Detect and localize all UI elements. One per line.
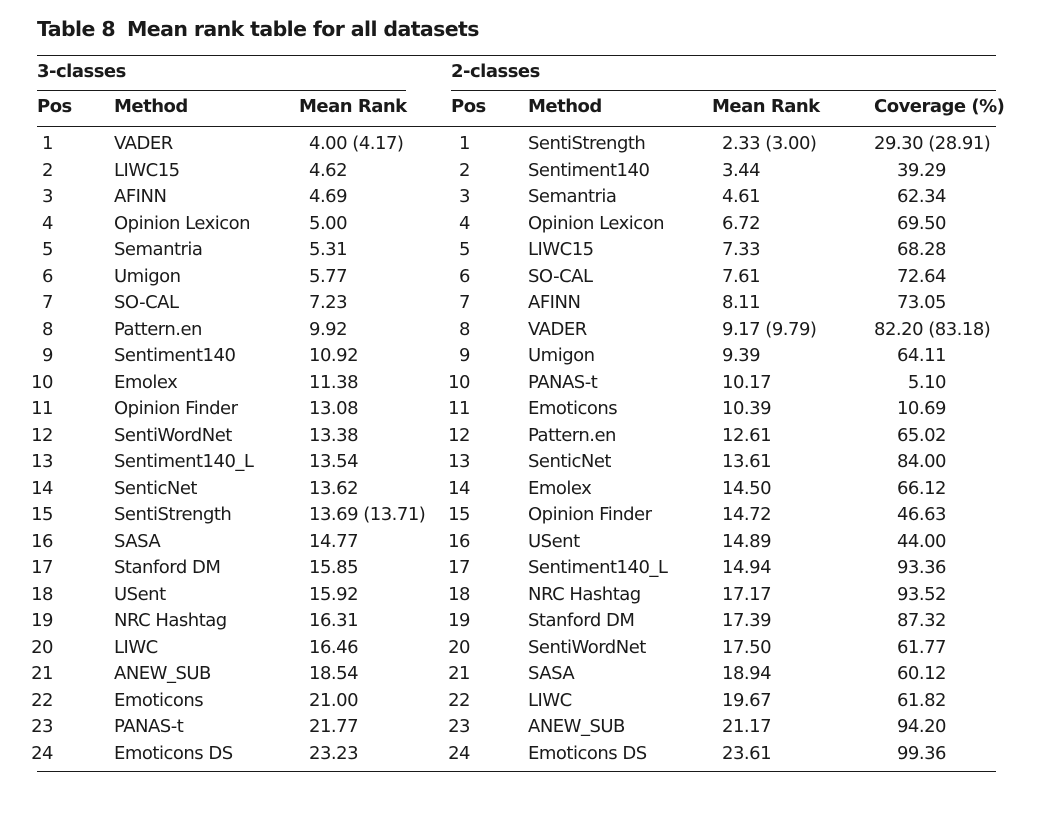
cell-mean-rank-right: 18.94: [722, 663, 772, 684]
cell-mean-rank-right: 10.17: [722, 371, 772, 393]
cell-mean-rank-left: 11.38: [309, 371, 359, 393]
cell-pos-left: 3: [42, 186, 53, 207]
cell-pos-left: 2: [42, 159, 53, 181]
cell-method-left: AFINN: [114, 186, 167, 207]
cell-mean-rank-right: 14.72: [722, 504, 772, 525]
table-row: [0, 688, 1047, 715]
group-rule-left: [37, 90, 406, 91]
cell-mean-rank-left: 13.69 (13.71): [309, 504, 426, 525]
cell-pos-right: 9: [459, 345, 470, 366]
cell-method-right: SenticNet: [528, 451, 611, 472]
cell-method-left: SASA: [114, 530, 161, 552]
table-row: [0, 661, 1047, 688]
cell-mean-rank-left: 23.23: [309, 742, 359, 764]
cell-pos-right: 18: [448, 583, 470, 605]
header-mean-rank-left: Mean Rank: [299, 96, 407, 117]
cell-method-right: Umigon: [528, 345, 595, 366]
cell-coverage: 61.82: [896, 689, 946, 711]
cell-method-left: LIWC: [114, 636, 158, 658]
cell-mean-rank-right: 17.17: [722, 583, 772, 605]
cell-pos-right: 6: [459, 265, 470, 287]
cell-method-right: LIWC: [528, 689, 572, 711]
cell-method-left: SenticNet: [114, 477, 197, 499]
header-coverage: Coverage (%): [874, 96, 1005, 117]
cell-method-right: SentiStrength: [528, 133, 646, 154]
table-row: [0, 290, 1047, 317]
cell-pos-left: 4: [42, 212, 53, 234]
cell-method-right: USent: [528, 530, 580, 552]
table-body: [0, 131, 1047, 767]
table-row: [0, 131, 1047, 158]
cell-pos-left: 12: [31, 424, 53, 446]
cell-pos-right: 4: [459, 212, 470, 234]
cell-mean-rank-right: 7.61: [722, 265, 761, 287]
table-row: [0, 608, 1047, 635]
group-rule-right: [451, 90, 996, 91]
cell-mean-rank-left: 5.31: [309, 239, 348, 260]
cell-pos-left: 15: [31, 504, 53, 525]
cell-pos-left: 17: [31, 557, 53, 578]
cell-pos-left: 8: [42, 318, 53, 340]
cell-pos-left: 1: [42, 133, 53, 154]
cell-pos-left: 14: [31, 477, 53, 499]
cell-mean-rank-right: 2.33 (3.00): [722, 133, 817, 154]
cell-pos-left: 23: [31, 716, 53, 737]
table-row: [0, 449, 1047, 476]
table-title: [37, 17, 479, 41]
header-pos-right: Pos: [451, 96, 486, 117]
cell-pos-right: 13: [448, 451, 470, 472]
cell-pos-left: 13: [31, 451, 53, 472]
cell-method-right: Emolex: [528, 477, 592, 499]
cell-coverage: 39.29: [896, 159, 946, 181]
cell-mean-rank-left: 4.00 (4.17): [309, 133, 404, 154]
cell-pos-right: 1: [459, 133, 470, 154]
header-pos-left: Pos: [37, 96, 72, 117]
cell-method-right: Emoticons DS: [528, 742, 647, 764]
cell-method-right: SASA: [528, 663, 575, 684]
header-rule: [37, 126, 996, 127]
table-row: [0, 317, 1047, 344]
cell-pos-left: 19: [31, 610, 53, 631]
cell-coverage: 5.10: [907, 371, 946, 393]
cell-mean-rank-right: 8.11: [722, 292, 761, 313]
cell-pos-right: 7: [459, 292, 470, 313]
cell-method-left: NRC Hashtag: [114, 610, 227, 631]
cell-mean-rank-right: 4.61: [722, 186, 761, 207]
cell-mean-rank-left: 13.38: [309, 424, 359, 446]
cell-mean-rank-right: 9.17 (9.79): [722, 318, 817, 340]
cell-mean-rank-left: 16.46: [309, 636, 359, 658]
cell-method-right: Opinion Lexicon: [528, 212, 665, 234]
cell-coverage: 93.52: [896, 583, 946, 605]
cell-pos-left: 20: [31, 636, 53, 658]
cell-method-left: Opinion Lexicon: [114, 212, 251, 234]
cell-pos-right: 11: [448, 398, 470, 419]
cell-coverage: 60.12: [896, 663, 946, 684]
cell-mean-rank-right: 9.39: [722, 345, 761, 366]
cell-method-left: Semantria: [114, 239, 203, 260]
cell-coverage: 62.34: [896, 186, 946, 207]
table-label: Table 8: [37, 17, 115, 41]
cell-pos-right: 10: [448, 371, 470, 393]
table-row: [0, 158, 1047, 185]
cell-pos-left: 7: [42, 292, 53, 313]
header-method-left: Method: [114, 96, 188, 117]
cell-mean-rank-right: 10.39: [722, 398, 772, 419]
cell-pos-left: 18: [31, 583, 53, 605]
cell-mean-rank-right: 21.17: [722, 716, 772, 737]
cell-coverage: 10.69: [896, 398, 946, 419]
cell-method-left: Opinion Finder: [114, 398, 238, 419]
cell-pos-left: 11: [31, 398, 53, 419]
cell-pos-right: 24: [448, 742, 470, 764]
cell-mean-rank-right: 13.61: [722, 451, 772, 472]
cell-mean-rank-right: 7.33: [722, 239, 761, 260]
table-row: [0, 714, 1047, 741]
cell-method-right: Semantria: [528, 186, 617, 207]
cell-mean-rank-left: 4.62: [309, 159, 348, 181]
cell-coverage: 29.30 (28.91): [874, 133, 991, 154]
cell-coverage: 66.12: [896, 477, 946, 499]
cell-method-left: USent: [114, 583, 166, 605]
cell-pos-right: 5: [459, 239, 470, 260]
cell-pos-right: 15: [448, 504, 470, 525]
table-row: [0, 741, 1047, 768]
header-method-right: Method: [528, 96, 602, 117]
cell-method-left: Stanford DM: [114, 557, 221, 578]
table-row: [0, 502, 1047, 529]
cell-mean-rank-left: 14.77: [309, 530, 359, 552]
cell-coverage: 87.32: [896, 610, 946, 631]
table-row: [0, 396, 1047, 423]
cell-coverage: 73.05: [896, 292, 946, 313]
table-caption: Mean rank table for all datasets: [126, 17, 479, 41]
cell-pos-left: 16: [31, 530, 53, 552]
cell-mean-rank-left: 7.23: [309, 292, 348, 313]
cell-pos-right: 8: [459, 318, 470, 340]
cell-coverage: 82.20 (83.18): [874, 318, 991, 340]
cell-mean-rank-left: 5.00: [309, 212, 348, 234]
cell-pos-right: 22: [448, 689, 470, 711]
cell-method-right: LIWC15: [528, 239, 594, 260]
cell-mean-rank-left: 15.85: [309, 557, 359, 578]
cell-mean-rank-left: 10.92: [309, 345, 359, 366]
cell-mean-rank-right: 12.61: [722, 424, 772, 446]
cell-method-right: Opinion Finder: [528, 504, 652, 525]
cell-coverage: 64.11: [896, 345, 946, 366]
table-row: [0, 582, 1047, 609]
group-label-2-classes: 2-classes: [451, 61, 540, 82]
cell-method-left: LIWC15: [114, 159, 180, 181]
cell-method-right: AFINN: [528, 292, 581, 313]
cell-method-right: SO-CAL: [528, 265, 593, 287]
cell-method-right: Stanford DM: [528, 610, 635, 631]
cell-method-left: Umigon: [114, 265, 181, 287]
cell-pos-right: 16: [448, 530, 470, 552]
cell-method-left: Emoticons: [114, 689, 204, 711]
cell-method-right: PANAS-t: [528, 371, 598, 393]
cell-coverage: 61.77: [896, 636, 946, 658]
cell-pos-right: 17: [448, 557, 470, 578]
cell-coverage: 99.36: [896, 742, 946, 764]
cell-method-left: ANEW_SUB: [114, 663, 211, 684]
cell-pos-left: 10: [31, 371, 53, 393]
cell-pos-left: 5: [42, 239, 53, 260]
cell-method-right: Emoticons: [528, 398, 618, 419]
cell-coverage: 93.36: [896, 557, 946, 578]
table-row: [0, 370, 1047, 397]
cell-mean-rank-left: 13.62: [309, 477, 359, 499]
cell-method-left: Pattern.en: [114, 318, 202, 340]
cell-mean-rank-right: 14.50: [722, 477, 772, 499]
table-row: [0, 237, 1047, 264]
cell-pos-right: 21: [448, 663, 470, 684]
cell-mean-rank-left: 15.92: [309, 583, 359, 605]
cell-method-left: SO-CAL: [114, 292, 179, 313]
cell-method-right: ANEW_SUB: [528, 716, 625, 737]
cell-method-left: SentiStrength: [114, 504, 232, 525]
cell-method-left: VADER: [114, 133, 173, 154]
cell-pos-right: 19: [448, 610, 470, 631]
cell-pos-right: 23: [448, 716, 470, 737]
cell-method-left: Sentiment140_L: [114, 451, 254, 472]
cell-coverage: 68.28: [896, 239, 946, 260]
table-row: [0, 635, 1047, 662]
cell-method-left: PANAS-t: [114, 716, 184, 737]
cell-mean-rank-right: 23.61: [722, 742, 772, 764]
cell-method-right: SentiWordNet: [528, 636, 646, 658]
cell-pos-left: 21: [31, 663, 53, 684]
cell-mean-rank-left: 13.08: [309, 398, 359, 419]
cell-pos-left: 22: [31, 689, 53, 711]
header-mean-rank-right: Mean Rank: [712, 96, 820, 117]
cell-coverage: 65.02: [896, 424, 946, 446]
cell-pos-right: 12: [448, 424, 470, 446]
cell-pos-right: 14: [448, 477, 470, 499]
top-rule: [37, 55, 996, 56]
cell-method-left: Emoticons DS: [114, 742, 233, 764]
cell-mean-rank-left: 21.00: [309, 689, 359, 711]
cell-coverage: 46.63: [896, 504, 946, 525]
cell-mean-rank-left: 4.69: [309, 186, 348, 207]
cell-method-right: Sentiment140_L: [528, 557, 668, 578]
cell-mean-rank-left: 9.92: [309, 318, 348, 340]
cell-mean-rank-right: 17.39: [722, 610, 772, 631]
cell-mean-rank-right: 3.44: [722, 159, 761, 181]
cell-method-right: NRC Hashtag: [528, 583, 641, 605]
table-row: [0, 529, 1047, 556]
cell-method-left: SentiWordNet: [114, 424, 232, 446]
cell-method-right: Pattern.en: [528, 424, 616, 446]
cell-coverage: 69.50: [896, 212, 946, 234]
cell-pos-left: 9: [42, 345, 53, 366]
group-label-3-classes: 3-classes: [37, 61, 126, 82]
cell-mean-rank-left: 16.31: [309, 610, 359, 631]
cell-mean-rank-right: 14.94: [722, 557, 772, 578]
cell-pos-right: 2: [459, 159, 470, 181]
table-row: [0, 264, 1047, 291]
cell-coverage: 72.64: [896, 265, 946, 287]
cell-method-left: Emolex: [114, 371, 178, 393]
cell-mean-rank-left: 18.54: [309, 663, 359, 684]
table-row: [0, 211, 1047, 238]
table-row: [0, 555, 1047, 582]
cell-mean-rank-right: 19.67: [722, 689, 772, 711]
bottom-rule: [37, 771, 996, 772]
cell-pos-left: 24: [31, 742, 53, 764]
cell-coverage: 94.20: [896, 716, 946, 737]
cell-mean-rank-left: 5.77: [309, 265, 348, 287]
table-row: [0, 476, 1047, 503]
table-row: [0, 184, 1047, 211]
cell-method-right: VADER: [528, 318, 587, 340]
table-row: [0, 423, 1047, 450]
cell-mean-rank-left: 13.54: [309, 451, 359, 472]
table-row: [0, 343, 1047, 370]
cell-method-left: Sentiment140: [114, 345, 236, 366]
cell-coverage: 44.00: [896, 530, 946, 552]
cell-pos-right: 20: [448, 636, 470, 658]
cell-pos-right: 3: [459, 186, 470, 207]
cell-coverage: 84.00: [896, 451, 946, 472]
cell-mean-rank-right: 17.50: [722, 636, 772, 658]
cell-mean-rank-right: 14.89: [722, 530, 772, 552]
cell-method-right: Sentiment140: [528, 159, 650, 181]
cell-pos-left: 6: [42, 265, 53, 287]
cell-mean-rank-right: 6.72: [722, 212, 761, 234]
cell-mean-rank-left: 21.77: [309, 716, 359, 737]
